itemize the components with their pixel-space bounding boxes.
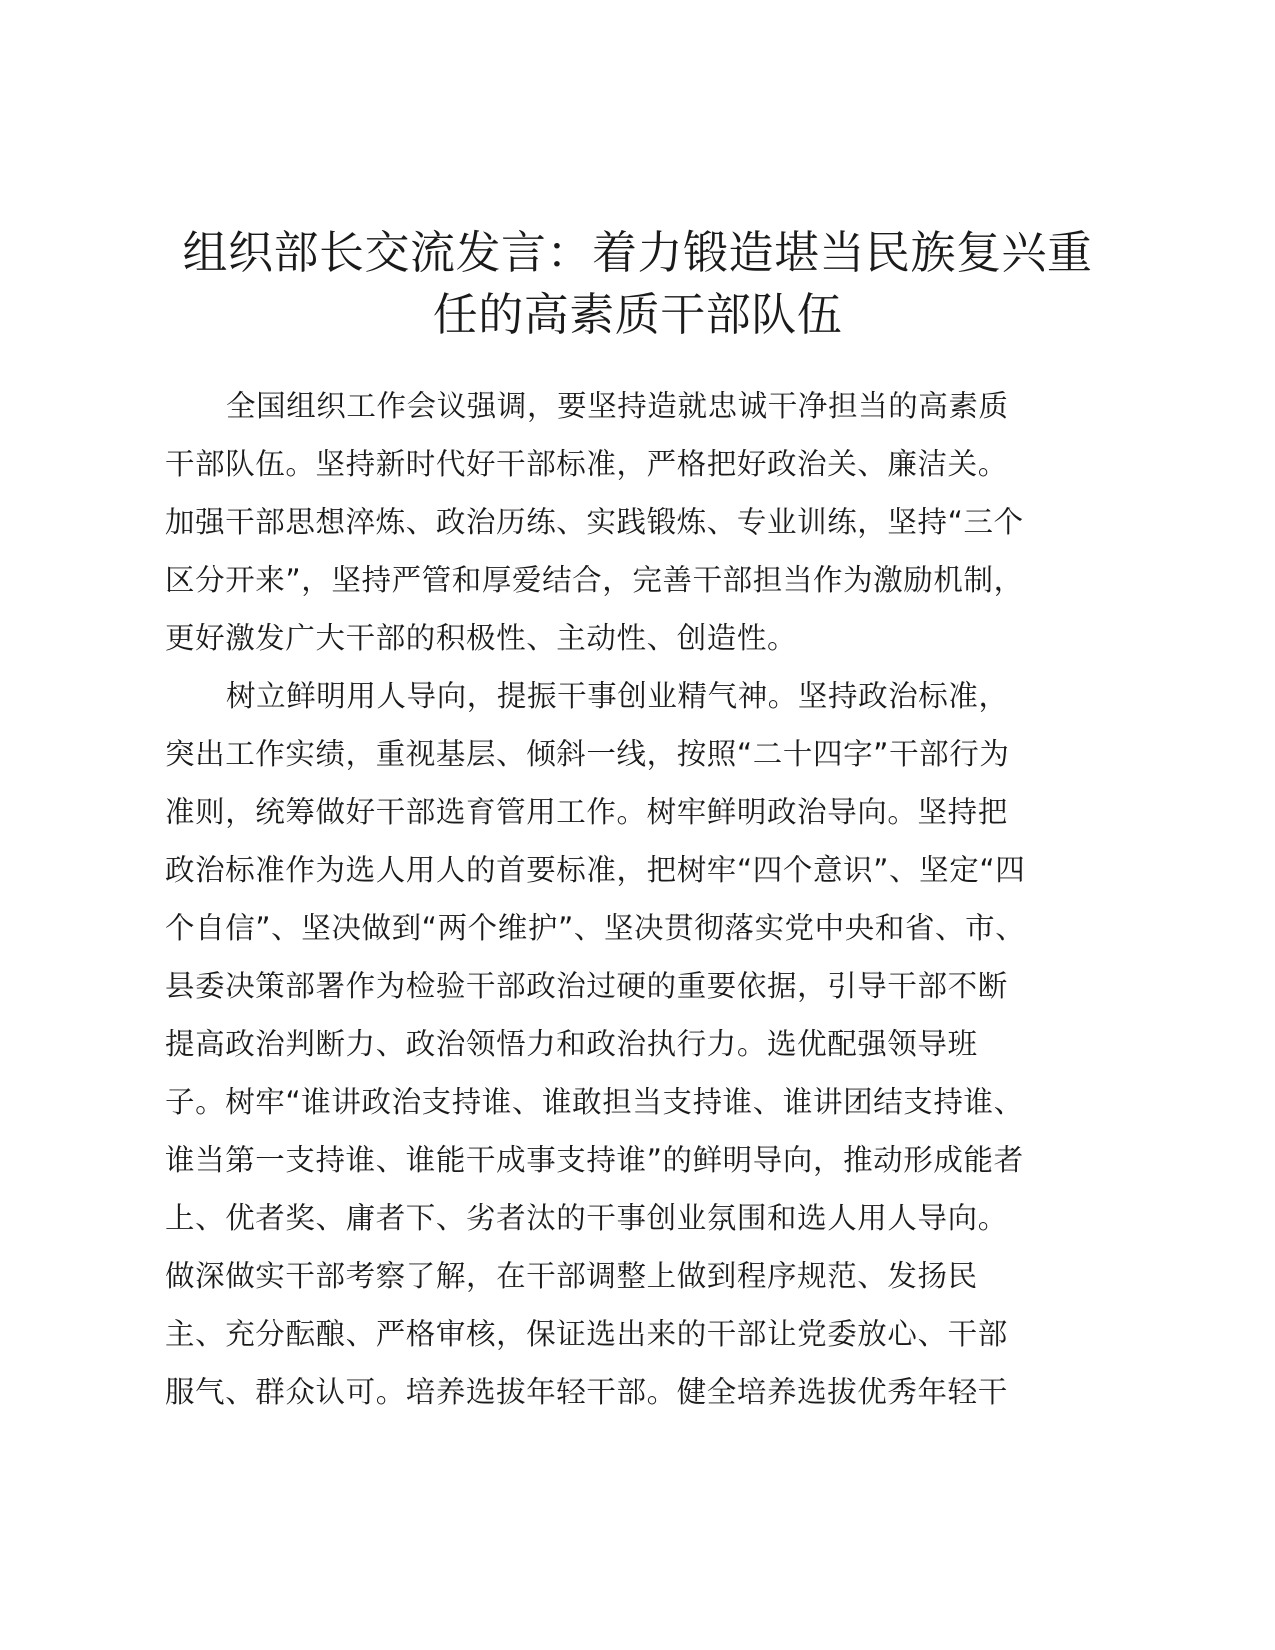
title-line-1: 组织部长交流发言：着力锻造堪当民族复兴重: [182, 226, 1093, 279]
paragraph-line: 子。树牢“谁讲政治支持谁、谁敢担当支持谁、谁讲团结支持谁、: [165, 1085, 1024, 1119]
paragraph-line: 主、充分酝酿、严格审核，保证选出来的干部让党委放心、干部: [165, 1317, 1008, 1351]
paragraph-line: 上、优者奖、庸者下、劣者汰的干事创业氛围和选人用人导向。: [165, 1201, 1008, 1235]
paragraph-line: 更好激发广大干部的积极性、主动性、创造性。: [165, 621, 798, 655]
document-body: [165, 377, 1115, 1421]
paragraph-line: 干部队伍。坚持新时代好干部标准，严格把好政治关、廉洁关。: [165, 447, 1008, 481]
paragraph-line: 政治标准作为选人用人的首要标准，把树牢“四个意识”、坚定“四: [165, 853, 1026, 887]
paragraph-1: [165, 377, 1115, 667]
paragraph-line: 全国组织工作会议强调，要坚持造就忠诚干净担当的高素质: [226, 389, 1009, 423]
paragraph-2: [165, 667, 1115, 1421]
paragraph-line: 做深做实干部考察了解，在干部调整上做到程序规范、发扬民: [165, 1259, 978, 1293]
title-line-2: 任的高素质干部队伍: [432, 288, 843, 341]
paragraph-line: 区分开来”，坚持严管和厚爱结合，完善干部担当作为激励机制，: [165, 563, 1024, 597]
paragraph-line: 突出工作实绩，重视基层、倾斜一线，按照“二十四字”干部行为: [165, 737, 1010, 771]
paragraph-line: 加强干部思想淬炼、政治历练、实践锻炼、专业训练，坚持“三个: [165, 505, 1024, 539]
paragraph-line: 谁当第一支持谁、谁能干成事支持谁”的鲜明导向，推动形成能者: [165, 1143, 1024, 1177]
paragraph-line: 服气、群众认可。培养选拔年轻干部。健全培养选拔优秀年轻干: [165, 1375, 1008, 1409]
paragraph-line: 树立鲜明用人导向，提振干事创业精气神。坚持政治标准，: [226, 679, 1009, 713]
paragraph-line: 准则，统筹做好干部选育管用工作。树牢鲜明政治导向。坚持把: [165, 795, 1008, 829]
document-title: [140, 222, 1135, 346]
paragraph-line: 县委决策部署作为检验干部政治过硬的重要依据，引导干部不断: [165, 969, 1008, 1003]
paragraph-line: 个自信”、坚决做到“两个维护”、坚决贯彻落实党中央和省、市、: [165, 911, 1026, 945]
paragraph-line: 提高政治判断力、政治领悟力和政治执行力。选优配强领导班: [165, 1027, 978, 1061]
